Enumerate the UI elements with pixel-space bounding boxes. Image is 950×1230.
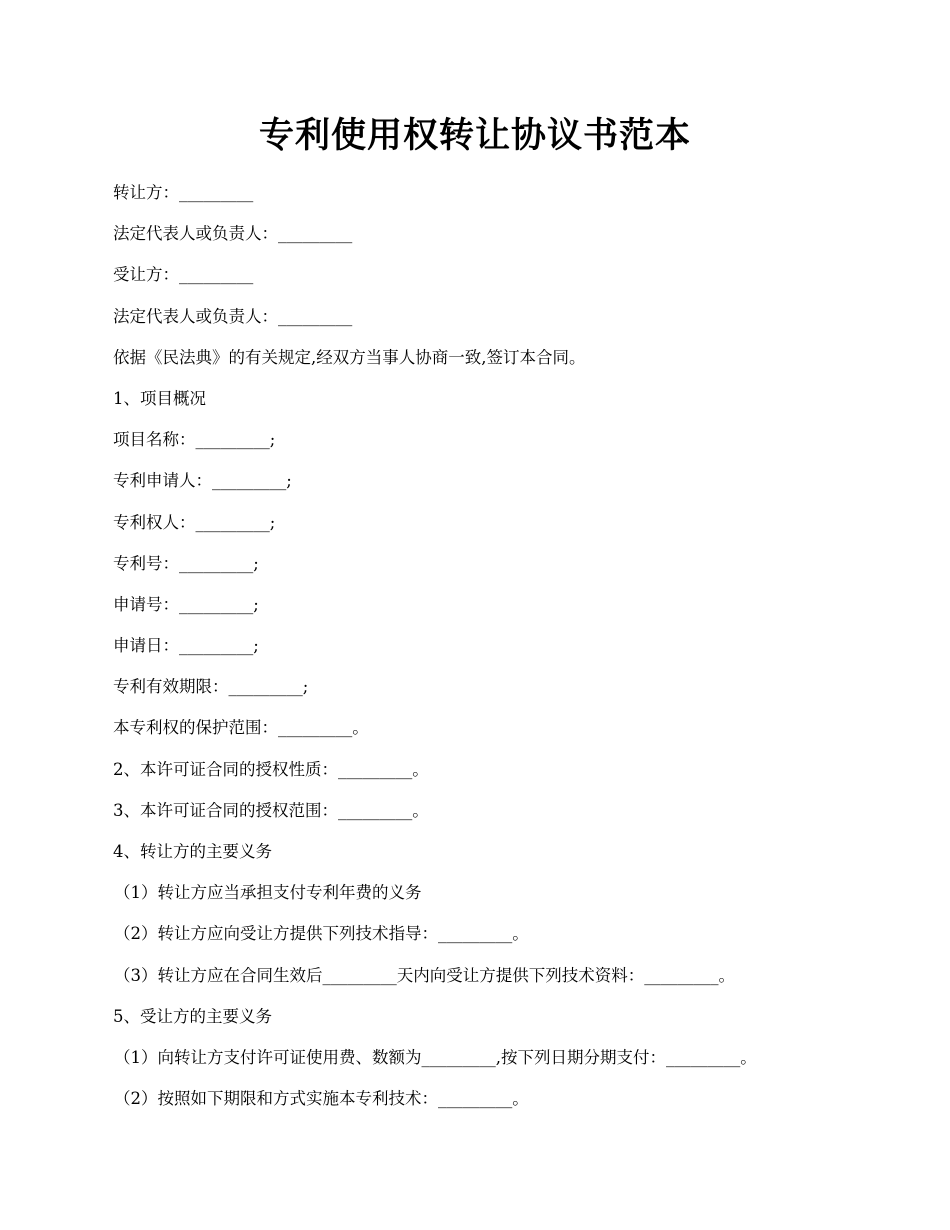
application-number-line: 申请号：_________; xyxy=(113,594,259,614)
protection-scope-line: 本专利权的保护范围：_________。 xyxy=(113,718,369,738)
section-heading-5: 5、受让方的主要义务 xyxy=(113,1006,272,1026)
transferor-obligation-3: （3）转让方应在合同生效后_________天内向受让方提供下列技术资料：_________。 xyxy=(114,965,735,985)
transferor-obligation-1: （1）转让方应当承担支付专利年费的义务 xyxy=(114,883,422,903)
patent-validity-line: 专利有效期限：_________; xyxy=(113,677,309,697)
transferor-obligation-2: （2）转让方应向受让方提供下列技术指导：_________。 xyxy=(114,924,529,944)
preamble-paragraph: 依据《民法典》的有关规定,经双方当事人协商一致,签订本合同。 xyxy=(113,347,586,367)
patentee-line: 专利权人：_________; xyxy=(113,512,276,532)
transferee-representative-line: 法定代表人或负责人：_________ xyxy=(113,306,353,326)
patent-number-line: 专利号：_________; xyxy=(113,553,259,573)
section-heading-4: 4、转让方的主要义务 xyxy=(113,842,272,861)
document-body xyxy=(113,176,913,1123)
transferee-obligation-2: （2）按照如下期限和方式实施本专利技术：_________。 xyxy=(114,1089,529,1109)
section-heading-3: 3、本许可证合同的授权范围：_________。 xyxy=(113,800,429,820)
patent-applicant-line: 专利申请人：_________; xyxy=(113,471,292,491)
document-title: 专利使用权转让协议书范本 xyxy=(258,115,691,156)
section-heading-2: 2、本许可证合同的授权性质：_________。 xyxy=(113,759,429,779)
transferee-obligation-1: （1）向转让方支付许可证使用费、数额为_________,按下列日期分期支付：_________。 xyxy=(114,1047,757,1067)
application-date-line: 申请日：_________; xyxy=(113,636,259,656)
transferor-representative-line: 法定代表人或负责人：_________ xyxy=(113,224,353,244)
section-heading-1: 1、项目概况 xyxy=(113,388,206,408)
transferee-line: 受让方：_________ xyxy=(113,265,254,285)
transferor-line: 转让方：_________ xyxy=(113,183,254,202)
project-name-line: 项目名称：_________; xyxy=(113,430,276,450)
